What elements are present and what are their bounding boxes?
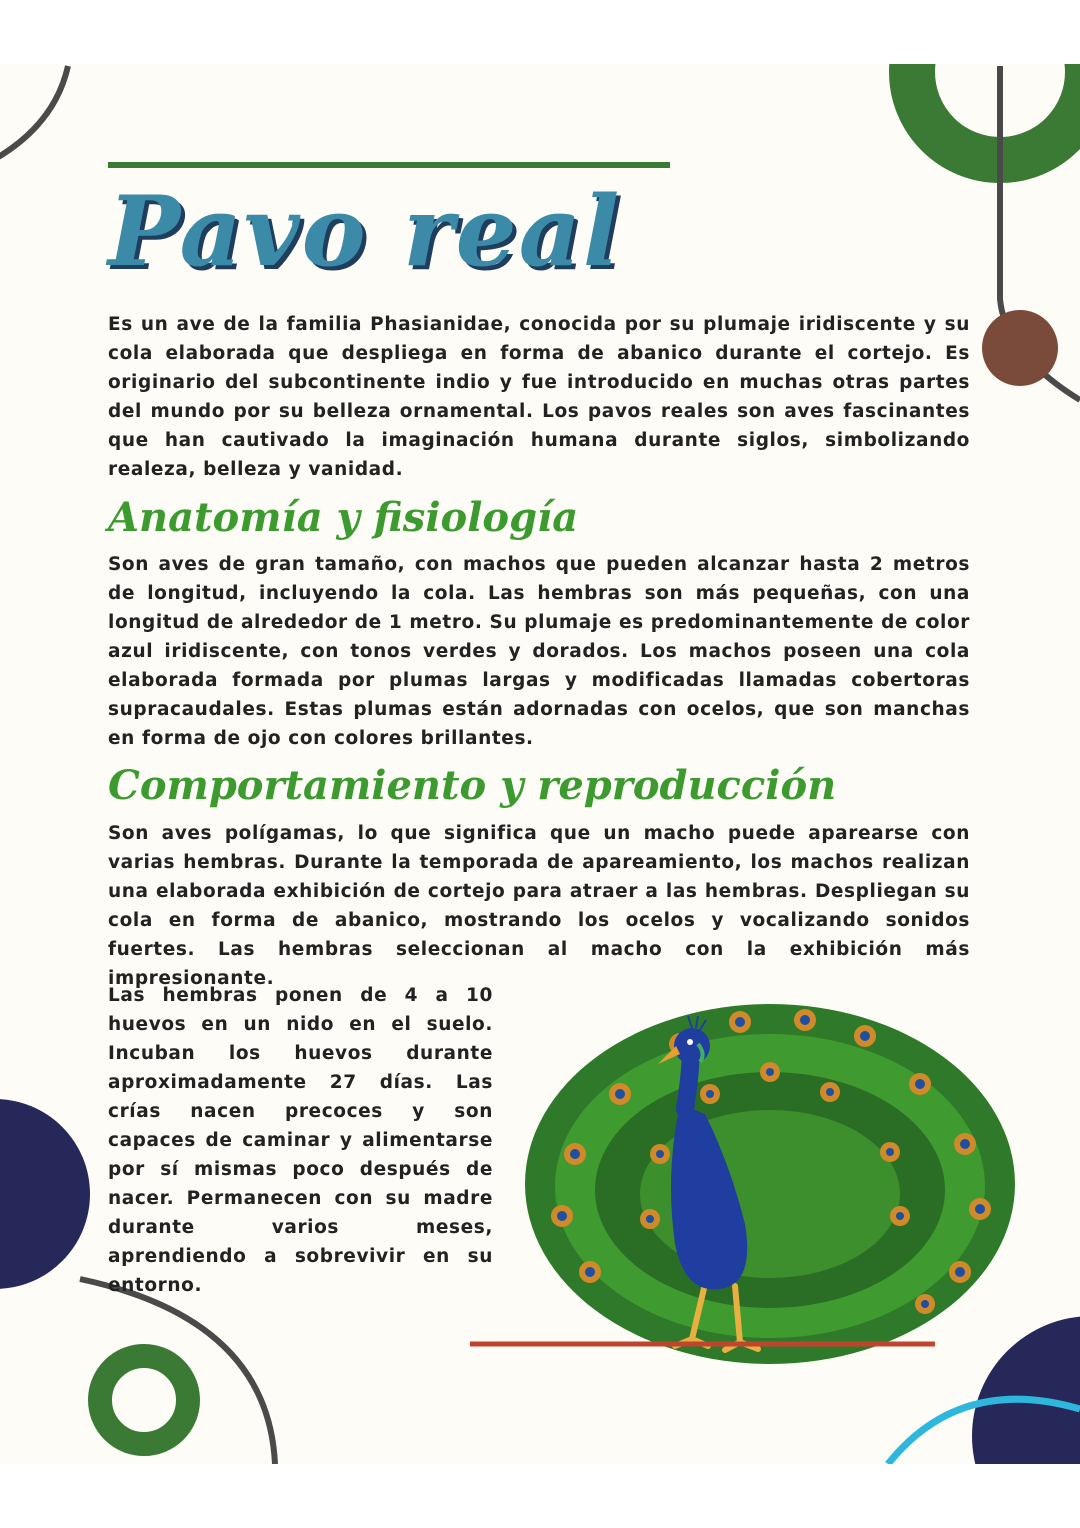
- brown-dot: [982, 310, 1058, 386]
- anatomy-heading: Anatomía y fisiología: [108, 494, 579, 541]
- anatomy-paragraph: Son aves de gran tamaño, con machos que pueden alcanzar hasta 2 metros de longitud, incluyendo la cola. Las hembras son más pequeñas, con una longitud de alrededor de 1 metro. Su plumaje es predominantemente de color azul iridiscente, con tonos verdes y dorados. Los machos poseen una cola elaborada formada por plumas largas y modificadas llamadas cobertoras supracaudales. Estas plumas están adornadas con ocelos, que son manchas en forma de ojo con colores brillantes.: [108, 554, 970, 749]
- peacock-illustration: [470, 954, 1070, 1364]
- peacock-tail-fan: [525, 1004, 1015, 1364]
- intro-paragraph: Es un ave de la familia Phasianidae, conocida por su plumaje iridiscente y su cola elaborada que despliega en forma de abanico durante el cortejo. Es originario del subcontinente indio y fue introducido en muchas otras partes del mundo por su belleza ornamental. Los pavos reales son aves fascinantes que han cautivado la imaginación humana durante siglos, simbolizando realeza, belleza y vanidad.: [108, 314, 970, 480]
- page-title: Pavo real: [108, 175, 622, 288]
- behavior-paragraph: Son aves polígamas, lo que significa que un macho puede aparearse con varias hembras. Durante la temporada de apareamiento, los machos realizan una elaborada exhibición de cortejo para atraer a las hembras. Despliegan su cola en forma de abanico, mostrando los ocelos y vocalizando sonidos fuertes. Las hembras seleccionan al macho con la exhibición más impresionante.: [108, 823, 970, 989]
- page: [0, 64, 1080, 1464]
- navy-circle-left: [0, 1099, 90, 1289]
- grey-arc-top-left: [0, 66, 68, 159]
- green-ring-top-right: [912, 64, 1080, 160]
- title-rule: [108, 162, 670, 168]
- eggs-paragraph: Las hembras ponen de 4 a 10 huevos en un nido en el suelo. Incuban los huevos durante aproximadamente 27 días. Las crías nacen precoces y son capaces de caminar y alimentarse por sí mismas poco después de nacer. Permanecen con su madre durante varios meses, aprendiendo a sobrevivir en su entorno.: [108, 985, 493, 1296]
- green-ring-bottom-left: [100, 1356, 188, 1444]
- behavior-heading: Comportamiento y reproducción: [108, 762, 837, 809]
